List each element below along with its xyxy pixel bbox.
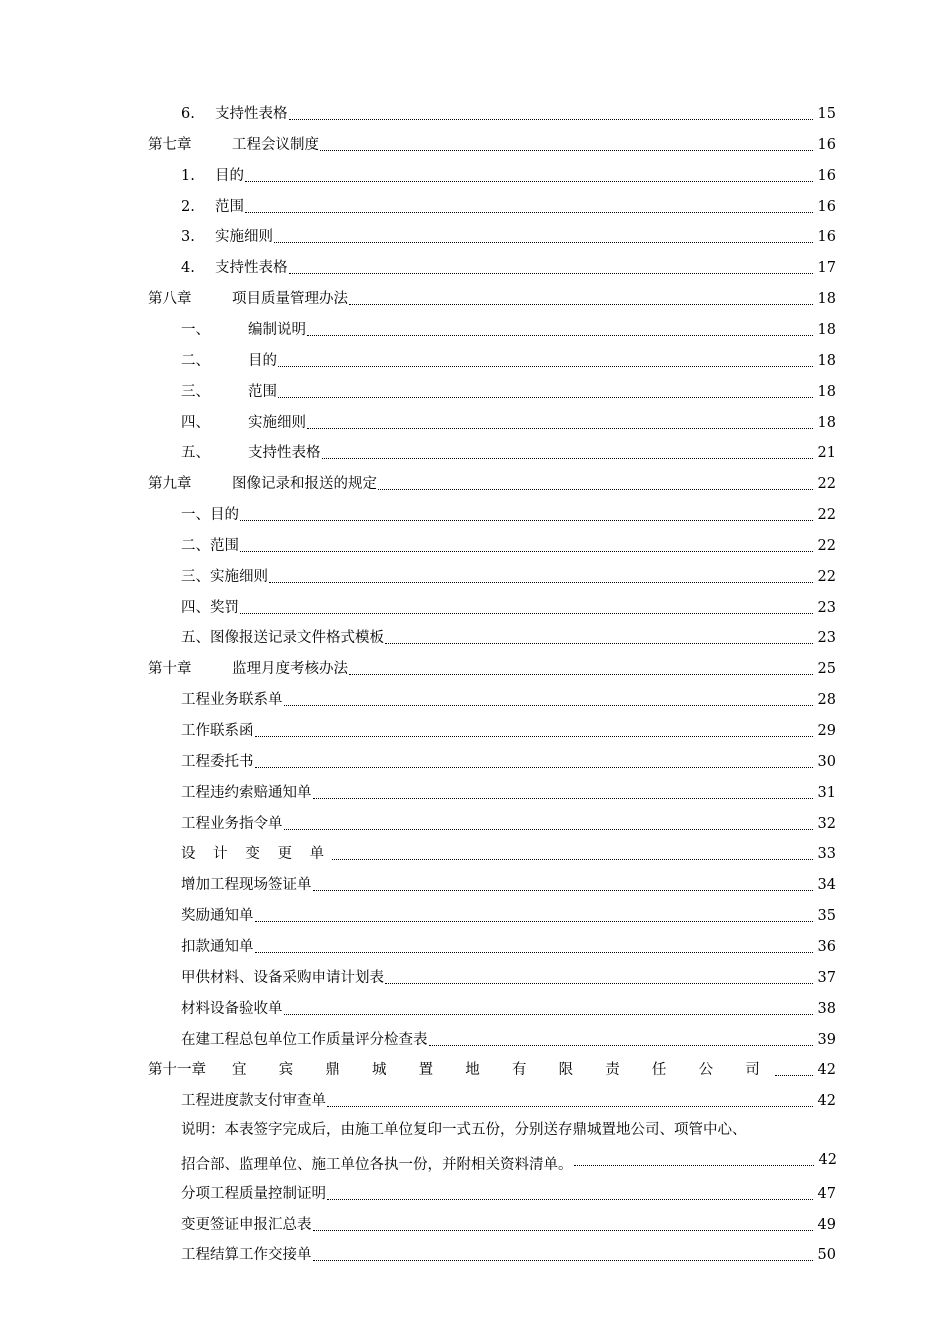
toc-entry[interactable] [0,810,950,836]
entry-number: 第八章 [148,291,192,308]
entry-title: 工程违约索赔通知单 [181,784,312,801]
entry-number: 一、 [181,321,210,338]
toc-entry[interactable] [0,254,950,280]
section-entry [181,443,836,463]
entry-number: 1. [181,167,195,184]
entry-title: 项目质量管理办法 [232,291,348,308]
dot-leader [289,119,814,120]
entry-title: 实施细则 [248,414,306,431]
section-entry [181,351,836,371]
entry-title: 奖励通知单 [181,908,254,925]
section-entry [181,1245,836,1265]
entry-number: 第九章 [148,476,192,493]
section-entry [181,844,836,864]
entry-title: 工作联系函 [181,723,254,739]
note-line-2: 招合部、监理单位、施工单位各执一份，并附相关资料清单。 [181,1157,573,1174]
page-number: 23 [817,630,836,647]
page-number: 18 [817,321,836,338]
note-line-1: 说明：本表签字完成后，由施工单位复印一式五份，分别送存鼎城置地公司、项管中心、 [181,1122,747,1139]
page-number: 32 [817,815,836,832]
page-number: 50 [817,1247,836,1264]
toc-entry[interactable] [0,686,950,712]
page-number: 22 [817,537,836,554]
entry-number: 第十一章 [148,1062,206,1079]
entry-title: 工程业务联系单 [181,692,283,709]
page-number: 30 [817,753,836,770]
dot-leader [320,150,813,151]
page-number: 22 [817,507,836,524]
entry-number: 五、 [181,445,210,462]
section-entry [181,999,836,1019]
page-number: 33 [817,846,836,863]
entry-title: 工程结算工作交接单 [181,1247,312,1264]
toc-entry[interactable] [0,1180,950,1206]
entry-title: 工程会议制度 [232,136,319,153]
entry-number: 3. [181,229,195,246]
dot-leader [574,1165,815,1166]
entry-title: 五、图像报送记录文件格式模板 [181,630,384,647]
toc-entry[interactable] [0,871,950,897]
entry-title: 工程委托书 [181,753,254,770]
toc-entry[interactable] [0,347,950,373]
dot-leader [429,1045,814,1046]
section-entry [181,690,836,710]
section-entry [181,628,836,648]
toc-entry[interactable] [0,100,950,126]
toc-entry[interactable] [0,409,950,435]
dot-leader [313,1260,814,1261]
dot-leader [313,798,814,799]
dot-leader [313,1230,814,1231]
section-entry [181,721,836,741]
section-entry [181,968,836,988]
entry-title: 三、实施细则 [181,568,268,585]
dot-leader [278,366,813,367]
page-number: 49 [817,1216,836,1233]
entry-title: 扣款通知单 [181,938,254,955]
page-number: 18 [817,291,836,308]
toc-entry[interactable] [0,378,950,404]
toc-entry[interactable] [0,131,950,157]
section-entry [181,536,836,556]
entry-title: 实施细则 [215,229,273,246]
section-entry [181,1184,836,1204]
page-number: 18 [817,352,836,369]
chapter-heading [148,289,836,309]
toc-entry[interactable] [0,1211,950,1237]
entry-title: 监理月度考核办法 [232,661,348,678]
entry-title: 图像记录和报送的规定 [232,476,377,493]
dot-leader [240,551,813,552]
entry-number: 第七章 [148,136,192,153]
section-entry [181,875,836,895]
page-number: 17 [817,260,836,277]
entry-title: 目的 [215,167,244,184]
dot-leader [274,242,813,243]
entry-title: 增加工程现场签证单 [181,877,312,894]
page-number: 37 [817,969,836,986]
dot-leader [284,705,814,706]
dot-leader [255,767,814,768]
page-number: 39 [817,1031,836,1048]
section-entry [181,906,836,926]
toc-entry[interactable] [0,316,950,342]
dot-leader [284,1014,814,1015]
entry-title: 目的 [248,352,277,369]
toc-entry[interactable] [0,1026,950,1052]
dot-leader [240,613,813,614]
toc-entry[interactable] [0,563,950,589]
dot-leader [245,212,813,213]
dot-leader [385,983,813,984]
toc-entry[interactable] [0,717,950,743]
toc-entry[interactable] [0,532,950,558]
page-number: 25 [817,661,836,678]
entry-number: 四、 [181,414,210,431]
page-number: 38 [817,1000,836,1017]
section-entry [181,258,836,278]
dot-leader [349,674,813,675]
section-entry [181,752,836,772]
toc-entry[interactable] [0,594,950,620]
dot-leader [255,952,814,953]
entry-title: 分项工程质量控制证明 [181,1185,326,1202]
dot-leader [284,829,814,830]
entry-title: 四、奖罚 [181,599,239,616]
dot-leader [349,304,813,305]
entry-number: 6. [181,106,195,122]
toc-entry[interactable] [0,470,950,496]
toc-entry[interactable] [0,1087,950,1113]
dot-leader [307,428,813,429]
page-number: 34 [817,877,836,894]
toc-entry[interactable] [0,902,950,928]
section-entry [181,814,836,834]
entry-title: 范围 [215,198,244,215]
page-number: 16 [817,198,836,215]
page-number: 16 [817,167,836,184]
section-entry [181,937,836,957]
toc-entry[interactable] [0,748,950,774]
page-number: 35 [817,908,836,925]
section-entry [181,598,836,618]
page-number: 42 [817,1093,836,1110]
entry-title: 编制说明 [248,321,306,338]
section-entry [181,505,836,525]
dot-leader [278,397,813,398]
dot-leader [240,520,813,521]
note-entry[interactable] [181,1115,837,1175]
entry-title: 工程业务指令单 [181,815,283,832]
page-number: 16 [817,229,836,246]
toc-entry[interactable] [0,285,950,311]
section-entry [181,197,836,217]
chapter-heading [148,474,836,494]
page-number: 29 [817,723,836,739]
dot-leader [269,582,813,583]
toc-entry[interactable] [0,1241,950,1267]
page-number: 23 [817,599,836,616]
chapter-heading [148,1060,836,1080]
dot-leader [255,921,814,922]
dot-leader [313,890,814,891]
entry-title: 变更签证申报汇总表 [181,1216,312,1233]
entry-title: 材料设备验收单 [181,1000,283,1017]
page-number: 36 [817,938,836,955]
section-entry [181,1030,836,1050]
dot-leader [322,458,814,459]
section-entry [181,227,836,247]
entry-number: 4. [181,260,195,277]
section-entry [181,567,836,587]
toc-entry[interactable] [0,501,950,527]
entry-number: 第十章 [148,661,192,678]
entry-title: 支持性表格 [248,445,321,462]
toc-entry[interactable] [0,995,950,1021]
page-number: 28 [817,692,836,709]
entry-title: 宜 宾 鼎 城 置 地 有 限 责 任 公 司 [232,1062,774,1079]
chapter-heading [148,135,836,155]
toc-entry[interactable] [0,193,950,219]
entry-title: 支持性表格 [215,106,288,122]
section-entry [181,413,836,433]
toc-entry[interactable] [0,162,950,188]
page-number: 42 [818,1152,837,1169]
page-number: 18 [817,414,836,431]
page-number: 22 [817,568,836,585]
toc-entry[interactable] [0,655,950,681]
page-number: 31 [817,784,836,801]
entry-title: 工程进度款支付审查单 [181,1093,326,1110]
dot-leader [332,859,813,860]
chapter-heading [148,659,836,679]
entry-title: 范围 [248,383,277,400]
section-entry [181,104,836,124]
dot-leader [255,736,814,737]
section-entry [181,382,836,402]
toc-entry[interactable] [0,439,950,465]
toc-entry[interactable] [0,223,950,249]
dot-leader [327,1199,813,1200]
entry-title: 二、范围 [181,537,239,554]
dot-leader [307,335,813,336]
toc-entry[interactable] [0,1056,950,1082]
section-entry [181,166,836,186]
entry-title: 在建工程总包单位工作质量评分检查表 [181,1031,428,1048]
entry-title: 甲供材料、设备采购申请计划表 [181,969,384,986]
page-number: 21 [817,445,836,462]
entry-title: 设 计 变 更 单 [181,846,331,863]
dot-leader [378,489,813,490]
dot-leader [385,643,813,644]
dot-leader [289,273,814,274]
dot-leader [245,181,813,182]
entry-number: 二、 [181,352,210,369]
entry-number: 三、 [181,383,210,400]
toc-entry[interactable] [0,624,950,650]
toc-entry[interactable] [0,933,950,959]
page-number: 16 [817,136,836,153]
page-number: 47 [817,1185,836,1202]
section-entry [181,783,836,803]
page-number: 15 [817,106,836,122]
toc-entry[interactable] [0,840,950,866]
section-entry [181,320,836,340]
page-number: 18 [817,383,836,400]
entry-number: 2. [181,198,195,215]
section-entry [181,1091,836,1111]
entry-title: 一、目的 [181,507,239,524]
page-number: 22 [817,476,836,493]
section-entry [181,1215,836,1235]
page-number: 42 [817,1062,836,1079]
dot-leader [775,1075,813,1076]
dot-leader [327,1106,813,1107]
toc-entry[interactable] [0,779,950,805]
entry-title: 支持性表格 [215,260,288,277]
toc-entry[interactable] [0,964,950,990]
